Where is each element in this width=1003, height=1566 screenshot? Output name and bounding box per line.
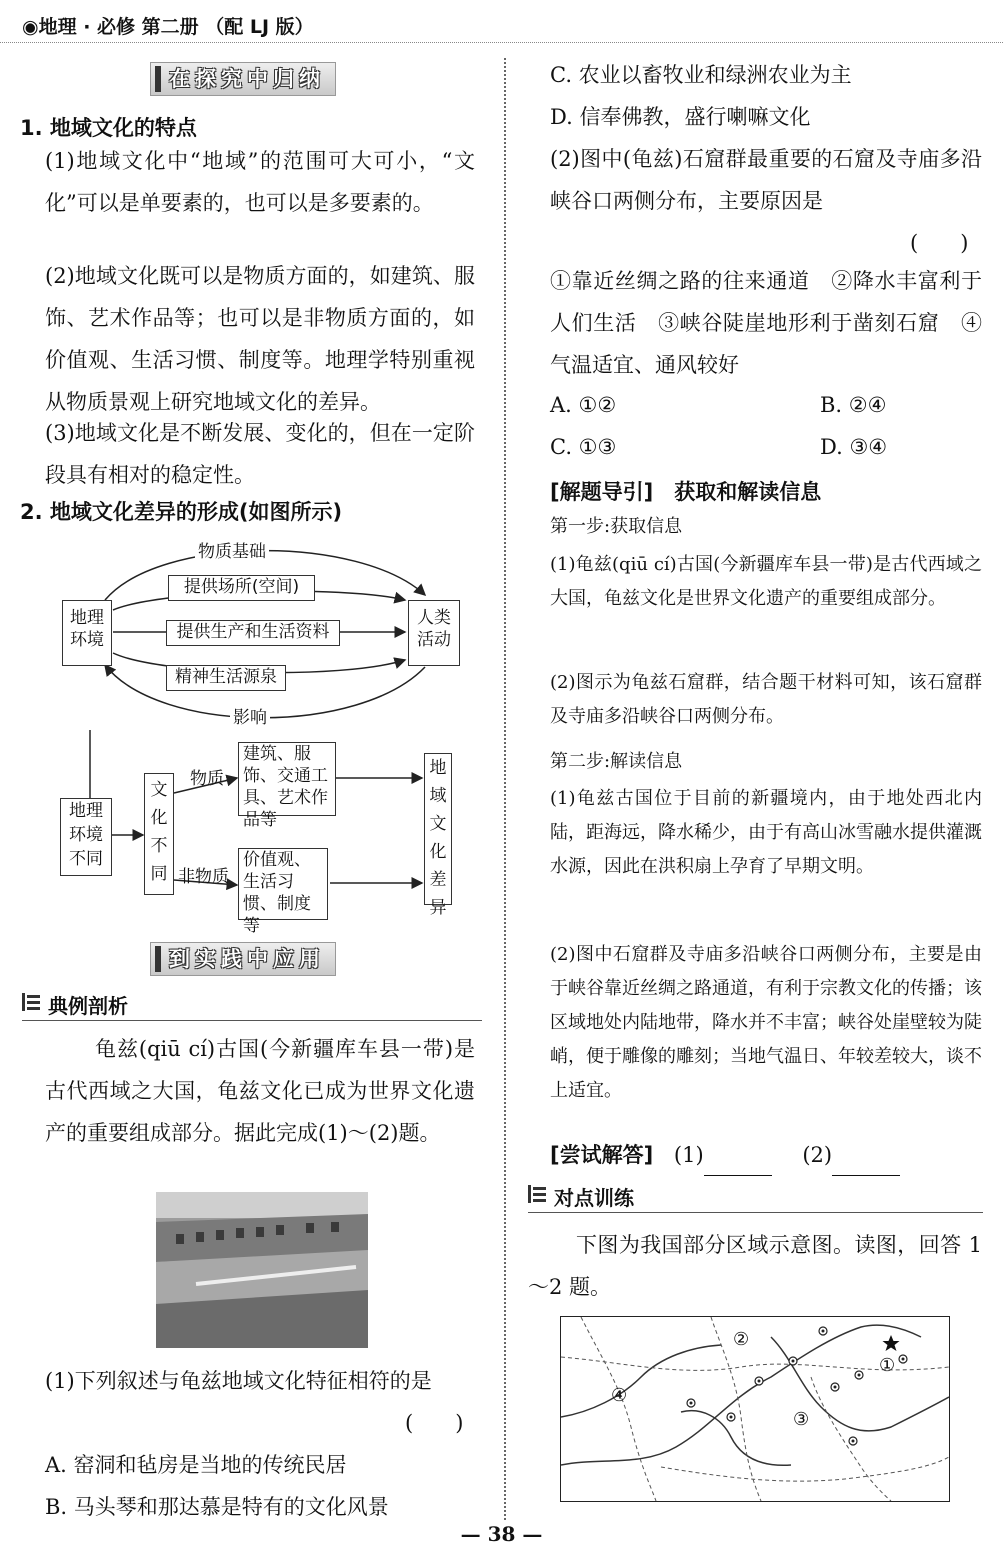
answer-blank-1[interactable] bbox=[704, 1153, 772, 1176]
column-divider bbox=[504, 58, 506, 1520]
section-bars-icon bbox=[22, 993, 40, 1011]
guide-title: [解题导引] 获取和解读信息 bbox=[550, 480, 822, 504]
banner-text: 到实践中应用 bbox=[169, 947, 325, 971]
box-geo-env: 地理环境 bbox=[62, 600, 112, 666]
region-map-art bbox=[561, 1317, 949, 1501]
step-1-para-2: (2)图示为龟兹石窟群，结合题干材料可知，该石窟群及寺庙多沿峡谷口两侧分布。 bbox=[550, 672, 982, 727]
map-label-2: ② bbox=[733, 1329, 750, 1350]
diagram-geo-activity bbox=[40, 535, 480, 730]
banner-bar-icon bbox=[155, 946, 161, 972]
try-answer-2-label: (2) bbox=[802, 1143, 833, 1167]
step-2-para-1: (1)龟兹古国位于目前的新疆境内，由于地处西北内陆，距海远，降水稀少，由于有高山冰雪融水提供灌溉水源，因此在洪积扇上孕育了早期文明。 bbox=[550, 788, 982, 877]
q2-option-b: B. ②④ bbox=[820, 393, 887, 417]
box-geo-diff: 地理环境不同 bbox=[60, 798, 112, 876]
diagram-culture-diff bbox=[40, 730, 480, 936]
header-rule bbox=[0, 42, 1003, 43]
page-number: — 38 — bbox=[460, 1522, 543, 1546]
question-1-paren: ( ) bbox=[405, 1411, 464, 1435]
box-human-activity: 人类活动 bbox=[408, 600, 460, 666]
grotto-photo-art bbox=[156, 1192, 368, 1348]
grotto-photo bbox=[156, 1192, 368, 1348]
option-a: A. 窑洞和毡房是当地的传统民居 bbox=[45, 1453, 347, 1477]
try-answer bbox=[550, 1134, 900, 1176]
map-label-4: ④ bbox=[611, 1385, 628, 1406]
example-title-rule bbox=[22, 1020, 482, 1021]
question-2: (2)图中(龟兹)石窟群最重要的石窟及寺庙多沿峡谷口两侧分布，主要原因是 bbox=[550, 147, 982, 213]
paragraph-1: (1)地域文化中“地域”的范围可大可小，“文化”可以是单要素的，也可以是多要素的。 bbox=[45, 149, 475, 215]
label-material: 物质 bbox=[190, 769, 224, 789]
try-answer-label: [尝试解答] bbox=[550, 1143, 654, 1167]
box-culture-diff: 文化不同 bbox=[144, 773, 174, 895]
region-map bbox=[560, 1316, 950, 1502]
question-1-text: (1)下列叙述与龟兹地域文化特征相符的是 bbox=[45, 1369, 432, 1393]
example-paragraph: 龟兹(qiū cí)古国(今新疆库车县一带)是古代西域之大国，龟兹文化已成为世界文化遗产的重要组成部分。据此完成(1)～(2)题。 bbox=[45, 1037, 475, 1145]
paragraph-3: (3)地域文化是不断发展、变化的，但在一定阶段具有相对的稳定性。 bbox=[45, 421, 475, 487]
section-bars-icon bbox=[528, 1185, 546, 1203]
question-2-items: ①靠近丝绸之路的往来通道 ②降水丰富利于人们生活 ③峡谷陡崖地形利于凿刻石窟 ④气温适宜、通风较好 bbox=[550, 269, 982, 377]
training-section-title bbox=[528, 1182, 634, 1211]
q2-option-a: A. ①② bbox=[550, 393, 617, 417]
star-marker-icon bbox=[883, 1335, 900, 1351]
question-1 bbox=[45, 1360, 475, 1402]
label-material-base: 物质基础 bbox=[195, 537, 269, 562]
try-answer-1-label: (1) bbox=[673, 1143, 704, 1167]
example-title-text: 典例剖析 bbox=[48, 994, 128, 1018]
label-nonmaterial: 非物质 bbox=[178, 867, 229, 887]
box-regional-diff: 地域文化差异 bbox=[424, 753, 452, 905]
section-banner-practice bbox=[150, 942, 336, 976]
heading-1: 1. 地域文化的特点 bbox=[20, 116, 197, 140]
option-d: D. 信奉佛教，盛行喇嘛文化 bbox=[550, 105, 811, 129]
banner-bar-icon bbox=[155, 66, 161, 92]
label-influence: 影响 bbox=[230, 703, 270, 728]
box-provide-space: 提供场所(空间) bbox=[168, 575, 315, 601]
step-1-label: 第一步:获取信息 bbox=[550, 516, 683, 537]
box-material-items: 建筑、服饰、交通工具、艺术作品等 bbox=[238, 742, 336, 816]
map-label-1: ① bbox=[879, 1355, 896, 1376]
heading-2: 2. 地域文化差异的形成(如图所示) bbox=[20, 500, 343, 524]
q2-option-d: D. ③④ bbox=[820, 435, 888, 459]
training-title-text: 对点训练 bbox=[554, 1186, 634, 1210]
box-spiritual-source: 精神生活源泉 bbox=[166, 665, 286, 691]
training-paragraph: 下图为我国部分区域示意图。读图，回答 1～2 题。 bbox=[528, 1233, 982, 1299]
map-label-3: ③ bbox=[793, 1409, 810, 1430]
step-2-label: 第二步:解读信息 bbox=[550, 751, 683, 772]
step-2-para-2: (2)图中石窟群及寺庙多沿峡谷口两侧分布，主要是由于峡谷靠近丝绸之路通道，有利于宗教文化的传播；该区域地处内陆地带，降水并不丰富；峡谷处崖壁较为陡峭，便于雕像的雕刻；当地气温日、年较差较大，谈不上适宜。 bbox=[550, 944, 982, 1101]
banner-text: 在探究中归纳 bbox=[169, 67, 325, 91]
box-provide-resources: 提供生产和生活资料 bbox=[166, 620, 340, 646]
example-section-title bbox=[22, 990, 128, 1019]
page-header: ◉地理 · 必修 第二册 （配 LJ 版） bbox=[22, 16, 314, 38]
step-1-para-1: (1)龟兹(qiū cí)古国(今新疆库车县一带)是古代西域之大国，龟兹文化是世界文化遗产的重要组成部分。 bbox=[550, 554, 982, 609]
box-nonmaterial-items: 价值观、生活习惯、制度等 bbox=[238, 848, 328, 920]
q2-option-c: C. ①③ bbox=[550, 435, 617, 459]
paragraph-2: (2)地域文化既可以是物质方面的，如建筑、服饰、艺术作品等；也可以是非物质方面的，如价值观、生活习惯、制度等。地理学特别重视从物质景观上研究地域文化的差异。 bbox=[45, 264, 475, 414]
option-c: C. 农业以畜牧业和绿洲农业为主 bbox=[550, 63, 852, 87]
question-2-paren: ( ) bbox=[910, 231, 969, 255]
training-title-rule bbox=[528, 1212, 983, 1213]
answer-blank-2[interactable] bbox=[832, 1153, 900, 1176]
option-b: B. 马头琴和那达慕是特有的文化风景 bbox=[45, 1495, 389, 1519]
section-banner-induction bbox=[150, 62, 336, 96]
